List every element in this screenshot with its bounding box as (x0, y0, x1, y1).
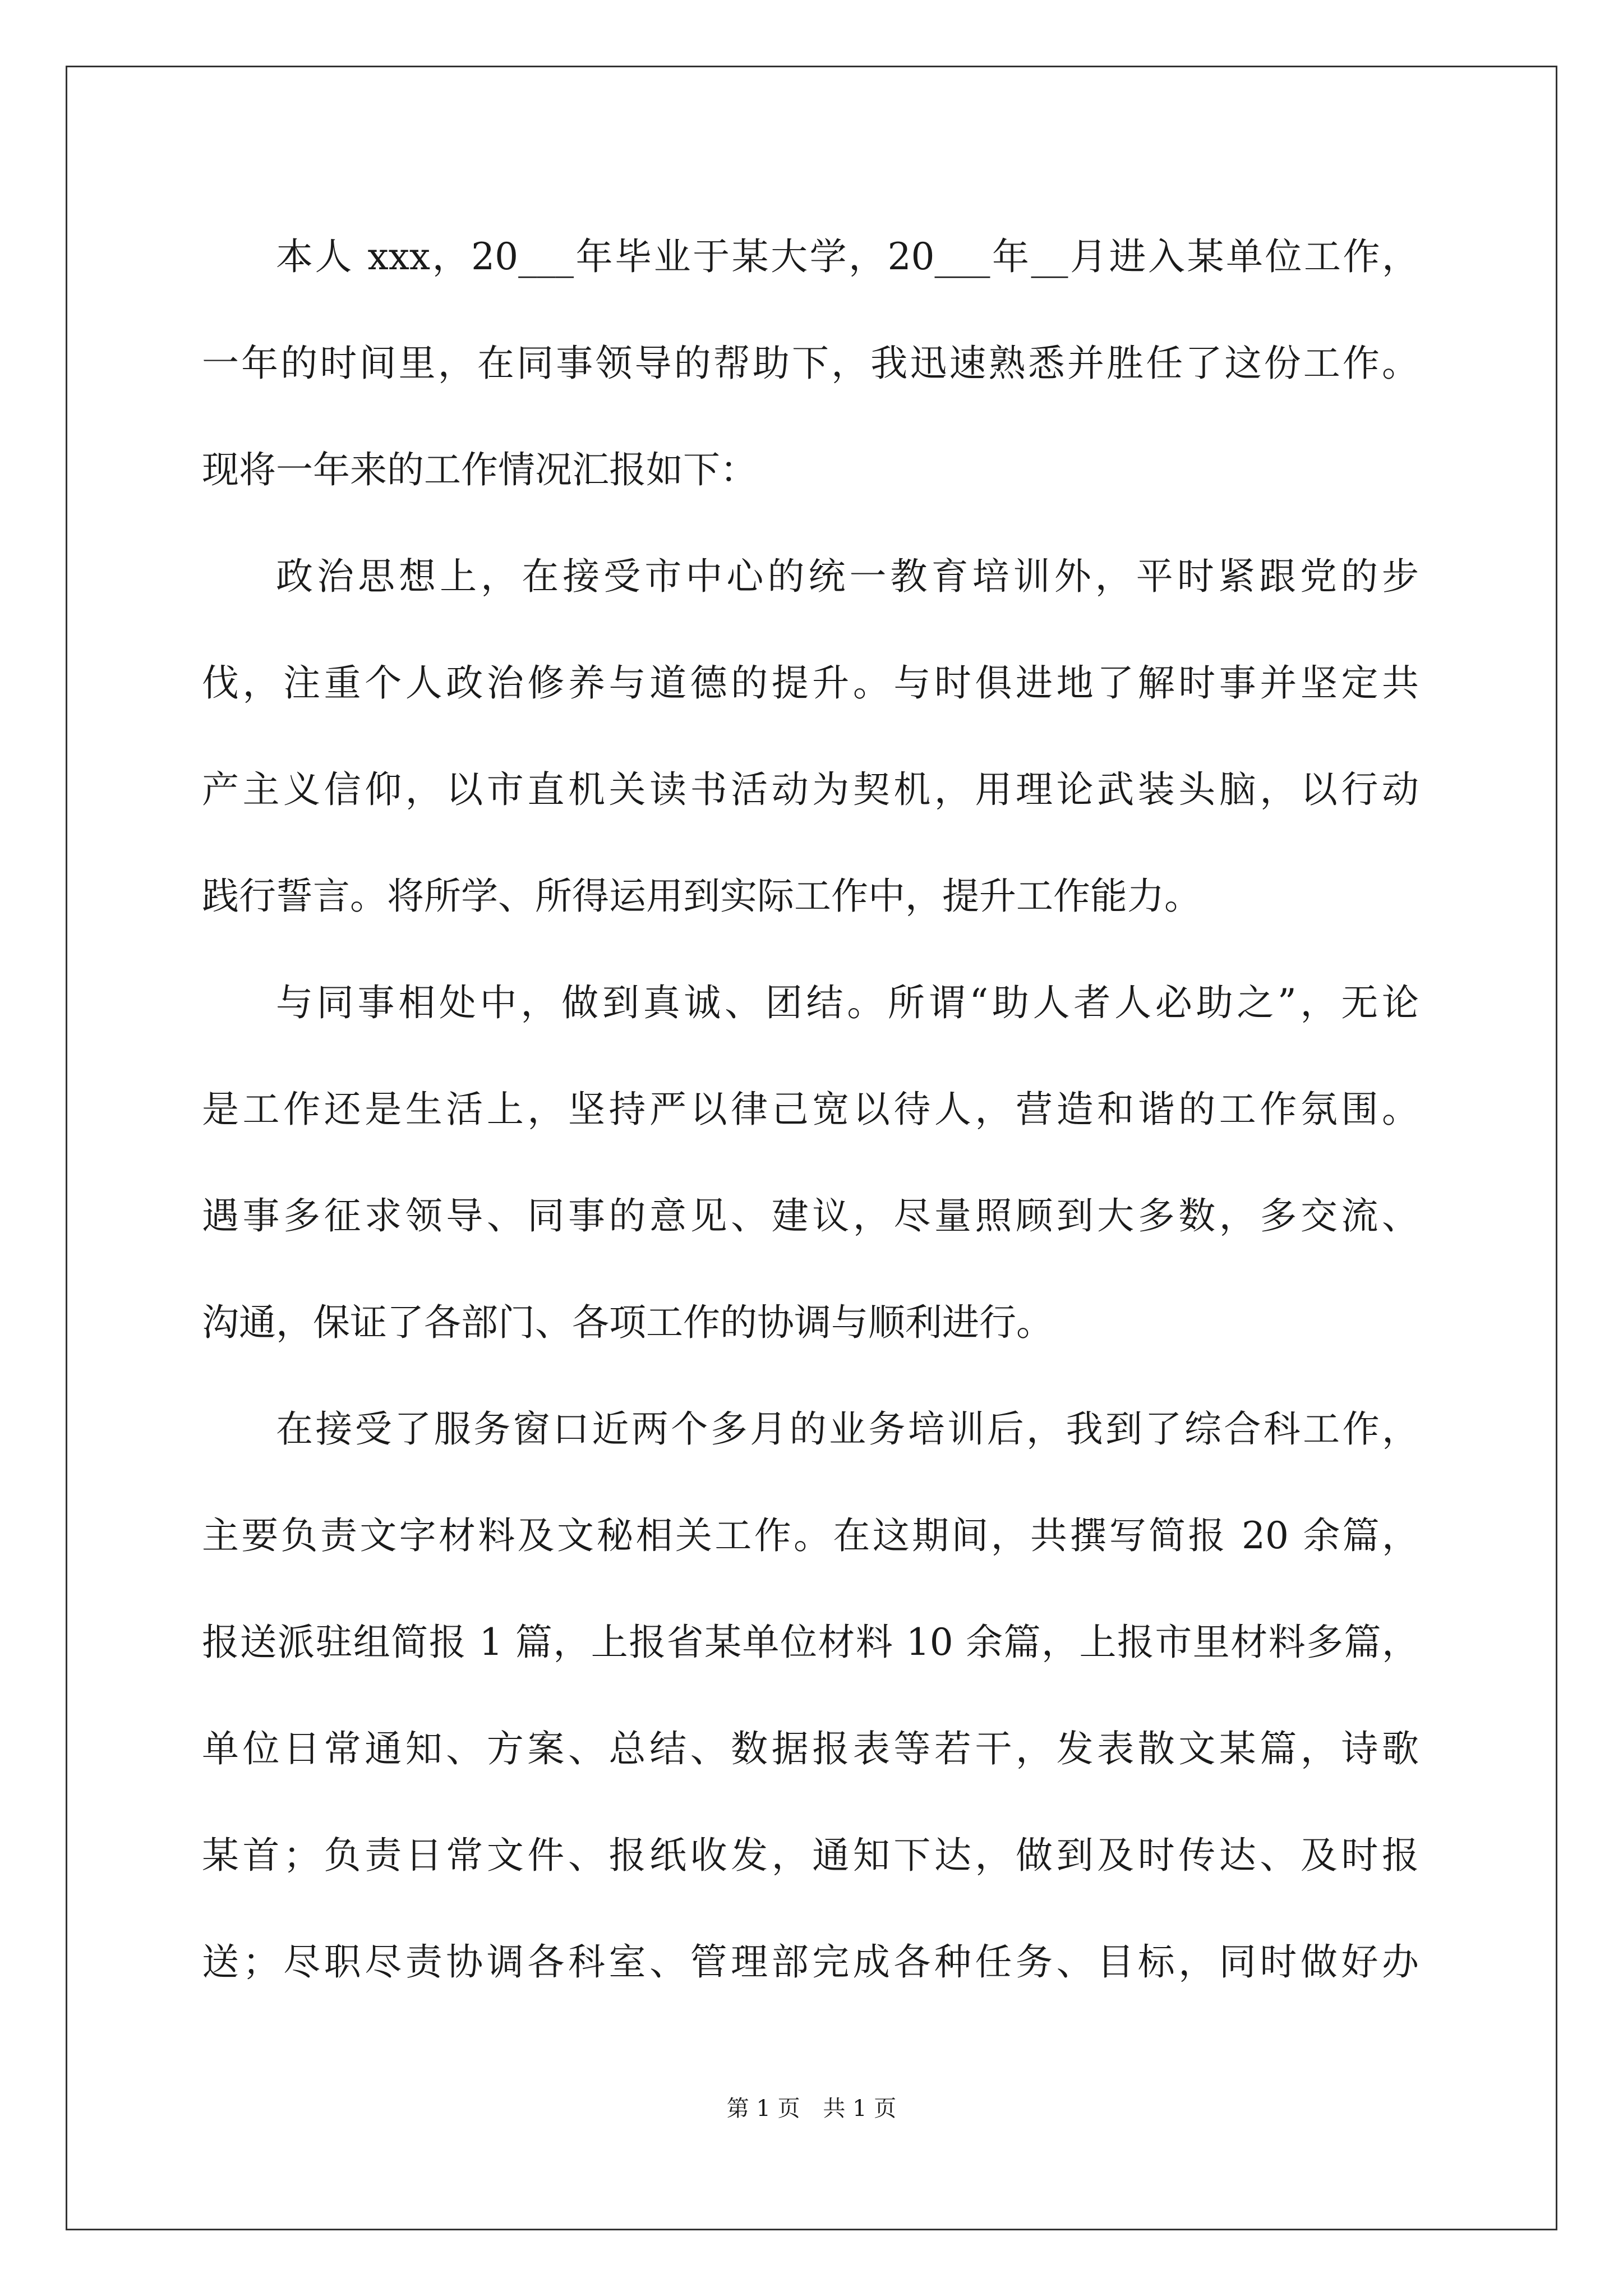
text-line: 践行誓言。将所学、所得运用到实际工作中，提升工作能力。 (202, 875, 1201, 918)
text-line: 产主义信仰，以市直机关读书活动为契机，用理论武装头脑，以行动 (202, 768, 1419, 811)
paragraph (202, 966, 1419, 1392)
text-line: 单位日常通知、方案、总结、数据报表等若干，发表散文某篇，诗歌 (202, 1727, 1419, 1770)
text-line: 现将一年来的工作情况汇报如下： (202, 448, 757, 491)
page-number: 第 1 页 (726, 2096, 800, 2122)
paragraph (202, 1392, 1419, 2032)
text-line: 报送派驻组简报 1 篇，上报省某单位材料 10 余篇，上报市里材料多篇， (202, 1621, 1419, 1664)
text-line: 政治思想上，在接受市中心的统一教育培训外，平时紧跟党的步 (276, 555, 1419, 598)
text-line: 沟通，保证了各部门、各项工作的协调与顺利进行。 (202, 1301, 1053, 1344)
document-body (202, 220, 1419, 2032)
text-line: 主要负责文字材料及文秘相关工作。在这期间，共撰写简报 20 余篇， (202, 1514, 1419, 1557)
paragraph (202, 540, 1419, 966)
page-footer (0, 2091, 1623, 2123)
text-line: 在接受了服务窗口近两个多月的业务培训后，我到了综合科工作， (276, 1407, 1419, 1451)
text-line: 送；尽职尽责协调各科室、管理部完成各种任务、目标，同时做好办 (202, 1940, 1419, 1984)
text-line: 是工作还是生活上，坚持严以律己宽以待人，营造和谐的工作氛围。 (202, 1088, 1419, 1131)
text-line: 一年的时间里，在同事领导的帮助下，我迅速熟悉并胜任了这份工作。 (202, 342, 1419, 385)
text-line: 本人 xxx，20___年毕业于某大学，20___年__月进入某单位工作， (276, 235, 1419, 278)
text-line: 伐，注重个人政治修养与道德的提升。与时俱进地了解时事并坚定共 (202, 661, 1419, 705)
text-line: 与同事相处中，做到真诚、团结。所谓“助人者人必助之”，无论 (276, 981, 1419, 1024)
paragraph (202, 220, 1419, 540)
page-total: 共 1 页 (823, 2096, 897, 2122)
text-line: 遇事多征求领导、同事的意见、建议，尽量照顾到大多数，多交流、 (202, 1194, 1419, 1237)
text-line: 某首；负责日常文件、报纸收发，通知下达，做到及时传达、及时报 (202, 1834, 1419, 1877)
